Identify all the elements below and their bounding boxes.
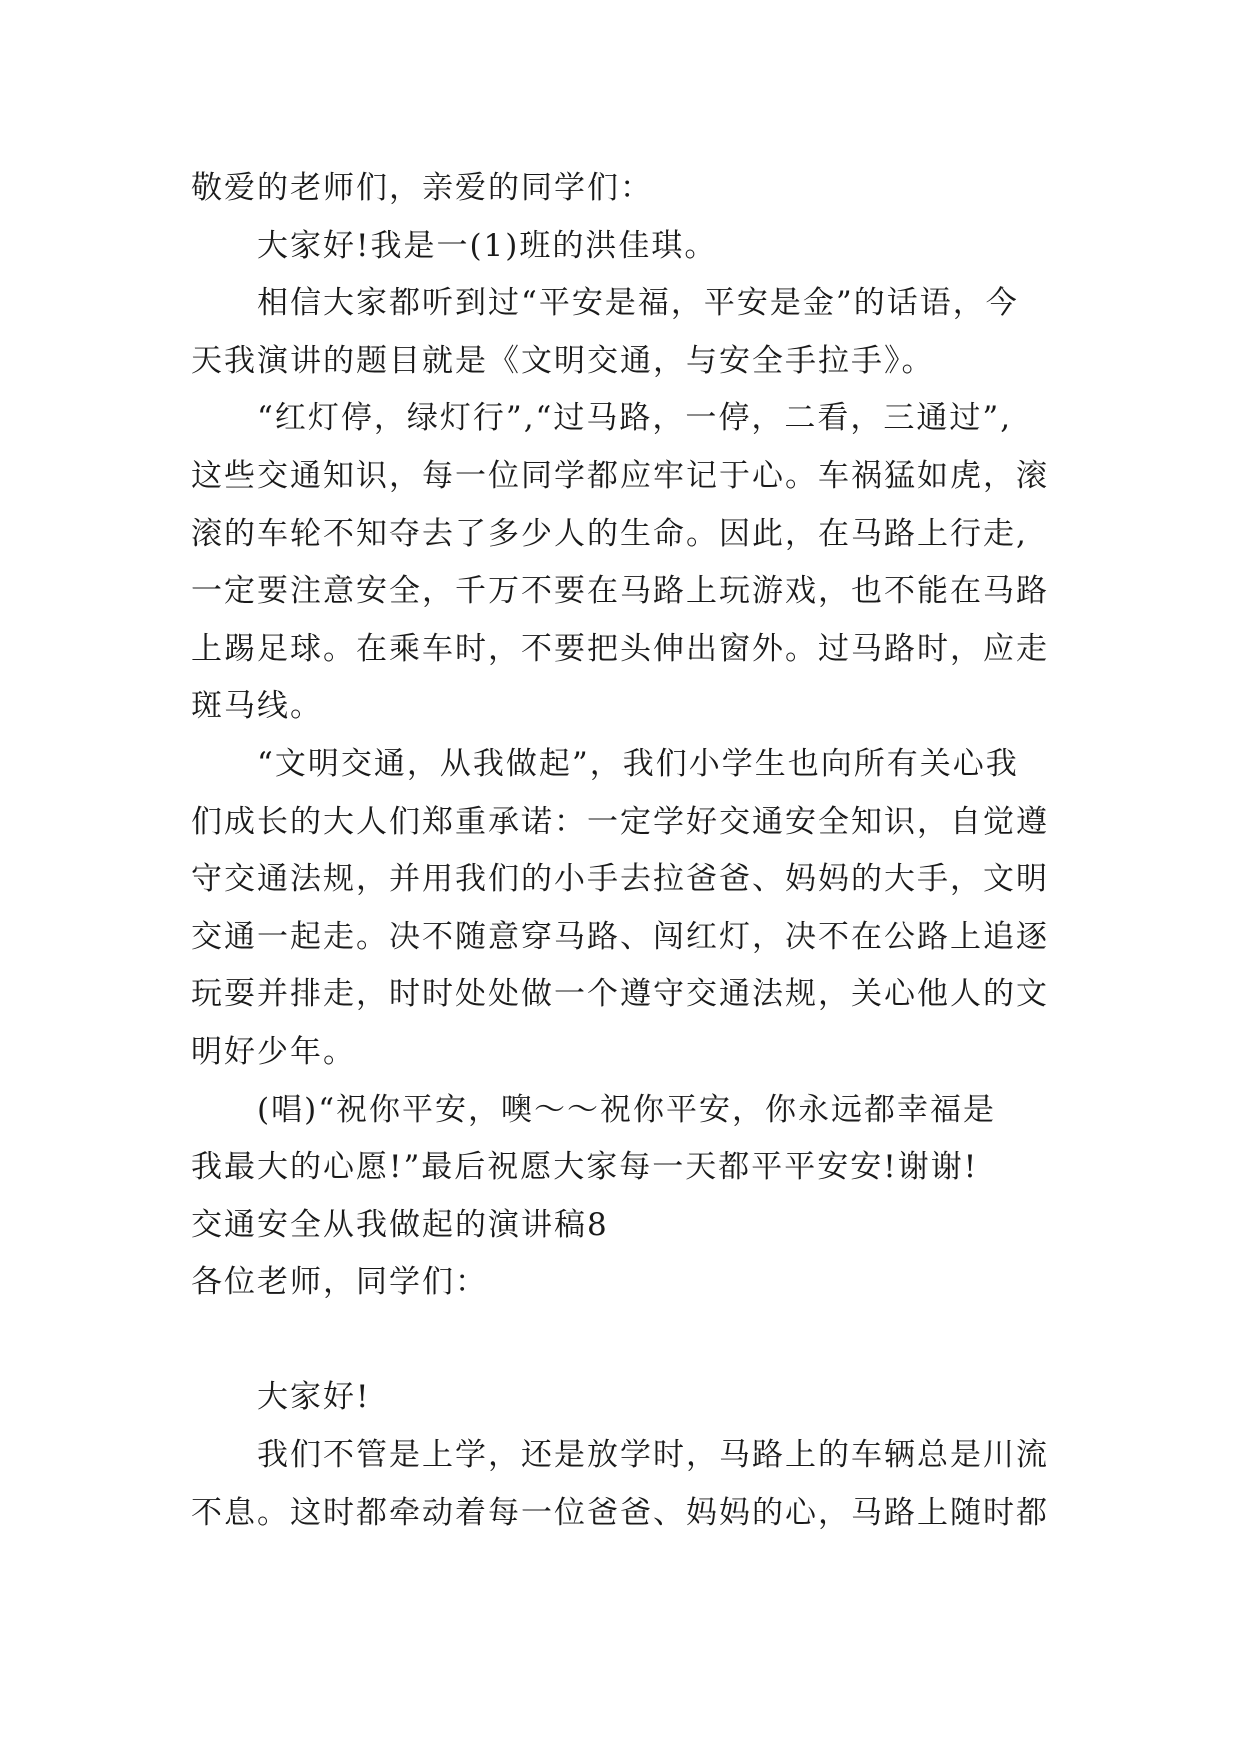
paragraph-line: 明好少年。 [191,1033,356,1070]
paragraph-line: 这些交通知识，每一位同学都应牢记于心。车祸猛如虎，滚 [191,457,1049,494]
paragraph-line: 们成长的大人们郑重承诺：一定学好交通安全知识，自觉遵 [191,803,1049,840]
salutation-line: 各位老师，同学们： [191,1264,488,1301]
paragraph-line: 滚的车轮不知夺去了多少人的生命。因此，在马路上行走, [191,515,1028,552]
section-title: 交通安全从我做起的演讲稿8 [191,1206,609,1243]
greeting-line: 大家好! [257,1379,371,1416]
paragraph-line: 我最大的心愿!”最后祝愿大家每一天都平平安安!谢谢! [191,1149,979,1186]
speech-text [191,160,1061,1542]
paragraph-line: 交通一起走。决不随意穿马路、闯红灯，决不在公路上追逐 [191,918,1049,955]
paragraph-line: “文明交通，从我做起”，我们小学生也向所有关心我 [257,745,1019,782]
paragraph-line: “红灯停，绿灯行”,“过马路，一停，二看，三通过”, [257,400,1013,437]
salutation-line: 敬爱的老师们，亲爱的同学们： [191,170,653,206]
paragraph-line: 相信大家都听到过“平安是福，平安是金”的话语，今 [257,285,1019,322]
paragraph-line: 我们不管是上学，还是放学时，马路上的车辆总是川流 [257,1437,1049,1474]
paragraph-line: 不息。这时都牵动着每一位爸爸、妈妈的心，马路上随时都 [191,1494,1049,1531]
paragraph-line: 斑马线。 [191,688,323,725]
paragraph-line: 一定要注意安全，千万不要在马路上玩游戏，也不能在马路 [191,573,1049,610]
paragraph-line: 天我演讲的题目就是《文明交通，与安全手拉手》。 [191,342,935,379]
paragraph-line: (唱)“祝你平安，噢～～祝你平安，你永远都幸福是 [257,1091,997,1128]
paragraph-line: 玩耍并排走，时时处处做一个遵守交通法规，关心他人的文 [191,976,1049,1013]
blank-line [191,1312,1061,1370]
paragraph-line: 守交通法规，并用我们的小手去拉爸爸、妈妈的大手，文明 [191,861,1049,898]
greeting-line: 大家好!我是一(1)班的洪佳琪。 [257,227,718,264]
paragraph-line: 上踢足球。在乘车时，不要把头伸出窗外。过马路时，应走 [191,630,1049,667]
